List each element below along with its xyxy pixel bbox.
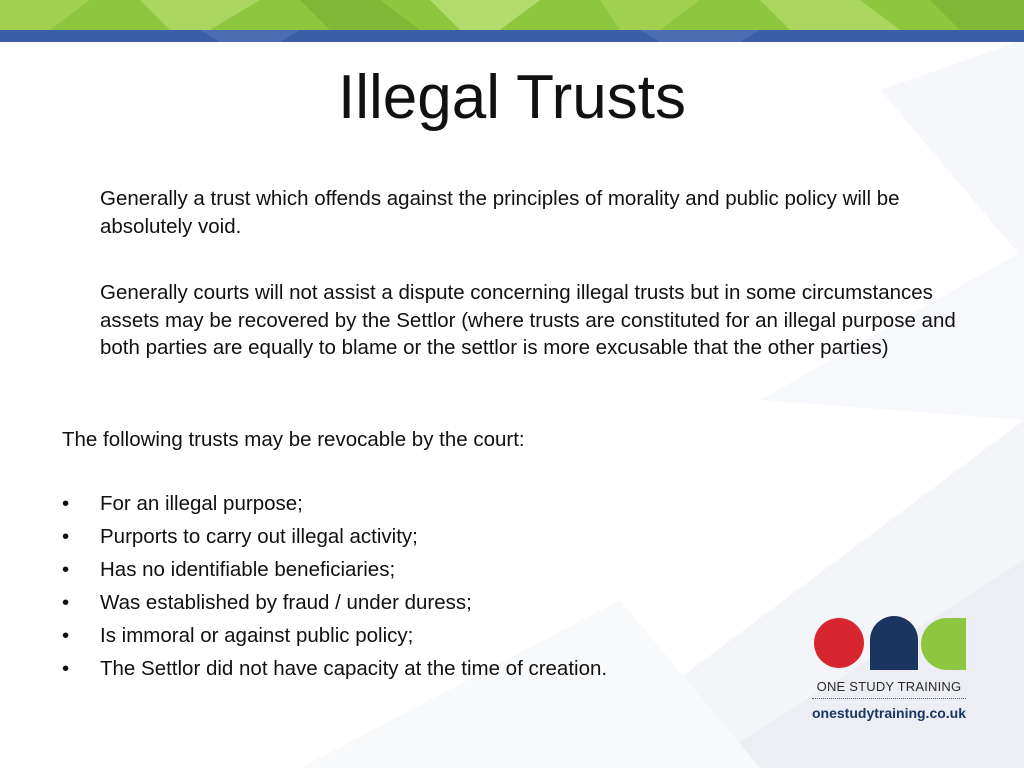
- top-decorative-band: [0, 0, 1024, 42]
- list-item-text: Is immoral or against public policy;: [100, 624, 414, 647]
- logo-divider: [812, 698, 966, 699]
- list-item: [62, 622, 607, 655]
- bullet-list: [62, 490, 607, 688]
- bullet-icon: •: [62, 657, 70, 680]
- list-item-text: For an illegal purpose;: [100, 492, 303, 515]
- list-item: [62, 589, 607, 622]
- list-lead-in: The following trusts may be revocable by the court:: [62, 428, 525, 451]
- logo-website-url: onestudytraining.co.uk: [812, 705, 967, 721]
- list-item-text: Purports to carry out illegal activity;: [100, 525, 418, 548]
- logo-red-circle-icon: [814, 618, 864, 668]
- logo-blue-arch-icon: [870, 616, 918, 670]
- list-item: [62, 523, 607, 556]
- list-item: [62, 490, 607, 523]
- bullet-icon: •: [62, 624, 70, 647]
- list-item-text: The Settlor did not have capacity at the time of creation.: [100, 657, 608, 680]
- list-item-text: Was established by fraud / under duress;: [100, 591, 472, 614]
- slide-title: Illegal Trusts: [337, 63, 687, 132]
- list-item: [62, 556, 607, 589]
- list-item: [62, 655, 607, 688]
- logo-green-shape-icon: [921, 618, 966, 670]
- bullet-icon: •: [62, 492, 70, 515]
- bullet-icon: •: [62, 558, 70, 581]
- company-logo: [808, 612, 972, 732]
- list-item-text: Has no identifiable beneficiaries;: [100, 558, 396, 581]
- logo-company-name: ONE STUDY TRAINING: [816, 679, 962, 694]
- bullet-icon: •: [62, 525, 70, 548]
- body-paragraph-2: Generally courts will not assist a dispute concerning illegal trusts but in some circumstances assets may be recovered by the Settlor (where trusts are constituted for an illegal purpose and both parties are equally to blame or the settlor is more excusable that the other parties): [100, 281, 956, 359]
- body-paragraph-1: Generally a trust which offends against the principles of morality and public policy will be absolutely void.: [100, 187, 900, 238]
- logo-shapes-icon: [812, 616, 966, 672]
- bullet-icon: •: [62, 591, 70, 614]
